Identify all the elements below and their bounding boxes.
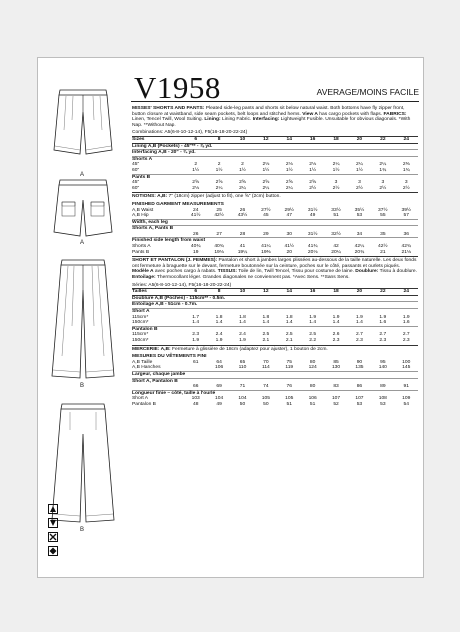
table-cell: 21 <box>380 249 386 255</box>
table-cell: 70 <box>263 359 269 365</box>
table-cell: 2⅝ <box>285 180 293 186</box>
table-cell: 19⅜ <box>261 249 271 255</box>
series-line: Séries: A5(6-8-10-12-14), F5(16-18-20-22-24) <box>132 282 232 288</box>
row-label: 150cm* <box>132 320 149 326</box>
table-cell: 52 <box>333 401 339 407</box>
table-cell: 2⅝ <box>262 180 270 186</box>
table-row <box>132 250 418 256</box>
fabric-symbol-icon <box>48 546 58 556</box>
row-label: 60" <box>132 167 140 173</box>
size-header-cell: 8 <box>207 289 230 296</box>
size-header-cell: 6 <box>184 136 207 143</box>
table-cell: 19¼ <box>237 249 248 255</box>
table-cell: 42¼ <box>354 244 365 250</box>
table-row <box>132 402 418 408</box>
table-cell: 41½ <box>284 244 295 250</box>
table-cell: 83 <box>333 384 339 390</box>
row-label: Shorts A <box>132 244 151 250</box>
pattern-info <box>132 106 418 408</box>
view-label: B <box>80 383 85 389</box>
table-cell: 50 <box>263 401 269 407</box>
table-cell: 107 <box>331 396 341 402</box>
table-cell: 2.7 <box>379 332 387 338</box>
row-label: Short A <box>132 396 149 402</box>
table-cell: 2¼ <box>239 185 246 191</box>
size-header-cell: 18 <box>324 289 347 296</box>
table-cell: 1.8 <box>262 314 270 320</box>
table-cell: 3 <box>381 180 385 186</box>
table-cell: 1½ <box>192 167 200 173</box>
table-section-row <box>132 150 418 157</box>
table-cell: 61 <box>192 359 199 365</box>
table-cell: 53 <box>356 213 363 219</box>
table-cell: 50 <box>239 401 246 407</box>
section-label: Width, each leg <box>132 219 418 226</box>
table-cell: 27½ <box>261 207 271 213</box>
table-cell: 119 <box>285 365 294 371</box>
section-label: Interfacing A,B - 20" - ¾ yd. <box>132 150 418 157</box>
table-cell: 90 <box>356 359 363 365</box>
table-cell: 2¼ <box>356 162 363 168</box>
table-cell: 1.8 <box>239 314 246 320</box>
table-cell: 2.2 <box>309 337 317 343</box>
section-label: Lining A,B (Pockets) - 45"** - ⅞ yd. <box>132 143 418 150</box>
row-label: 60" <box>132 185 140 191</box>
table-cell: 29 <box>263 231 269 237</box>
table-cell: 32½ <box>331 231 341 237</box>
table-cell: 95 <box>380 359 386 365</box>
table-cell: 2.3 <box>356 337 363 343</box>
table-cell: 2.7 <box>356 332 363 338</box>
french-yardage-table <box>132 288 418 343</box>
table-cell: 41¾ <box>307 244 318 250</box>
table-cell: 2½ <box>332 185 340 191</box>
mercerie-line: MERCERIE: A,B: Fermeture à glissière de 18cm (adaptez pour ajuster), 1 bouton de 2cm. <box>132 346 328 352</box>
shorts-back-drawing <box>46 176 122 242</box>
row-label: 45" <box>132 180 140 186</box>
fabric-symbol-icon <box>48 504 58 514</box>
table-cell: 2.5 <box>285 332 293 338</box>
section-label: Finished side length from waist <box>132 238 418 244</box>
shorts-front-drawing <box>46 80 122 172</box>
table-cell: 145 <box>402 365 411 371</box>
section-label: Longueur finie – côté, taille à l'ourlé <box>132 390 418 396</box>
size-header-cell: 12 <box>254 136 277 143</box>
table-cell: 55 <box>380 213 386 219</box>
table-cell: 1.4 <box>215 320 223 326</box>
size-header-label: Sizes <box>132 136 184 143</box>
table-cell: 27 <box>216 231 222 237</box>
view-label: A <box>80 240 85 246</box>
table-cell: 1.9 <box>332 314 340 320</box>
table-cell: 2¼ <box>285 185 293 191</box>
table-cell: 1½ <box>239 167 246 173</box>
table-cell: 1½ <box>309 167 317 173</box>
size-header-cell: 8 <box>207 136 230 143</box>
table-cell: 64 <box>216 359 222 365</box>
table-cell: 2.3 <box>402 337 410 343</box>
table-cell: 2.4 <box>239 332 246 338</box>
table-cell: 1.9 <box>356 314 363 320</box>
table-cell: 26 <box>192 231 199 237</box>
table-cell: 89 <box>380 384 386 390</box>
table-cell: 76 <box>286 384 292 390</box>
row-label: Pantalon B <box>132 401 156 407</box>
table-cell: 100 <box>402 359 411 365</box>
shorts-a-front-illustration <box>46 80 122 180</box>
table-cell: 49 <box>216 401 222 407</box>
row-label: 150cm* <box>132 337 149 343</box>
row-label: 45" <box>132 162 140 168</box>
table-cell: 2⅛ <box>309 162 317 168</box>
table-cell: 2¼ <box>379 162 387 168</box>
table-cell: 1.4 <box>192 320 200 326</box>
table-cell: 57 <box>403 213 409 219</box>
table-cell: 1.4 <box>356 320 363 326</box>
fabric-symbol-icon <box>48 532 58 542</box>
table-cell: 109 <box>402 396 411 402</box>
section-label: Short A, Pantalon B <box>132 378 418 384</box>
table-row <box>132 338 418 344</box>
table-cell: 86 <box>356 384 363 390</box>
table-cell: 2.3 <box>332 337 340 343</box>
pattern-envelope-back <box>37 57 424 578</box>
size-header-row <box>132 136 418 143</box>
table-cell: 1.8 <box>285 314 293 320</box>
table-cell: 1.4 <box>239 320 246 326</box>
table-cell: 2⅝ <box>309 180 317 186</box>
table-cell: 1¾ <box>379 167 387 173</box>
table-cell: 41 <box>239 244 246 250</box>
table-cell: 33½ <box>331 207 341 213</box>
table-row <box>132 186 418 192</box>
table-cell: 2.5 <box>309 332 317 338</box>
table-cell: 80 <box>309 384 316 390</box>
view-label: B <box>80 527 85 533</box>
table-cell: 42½ <box>214 213 224 219</box>
table-cell: 2⅛ <box>285 162 293 168</box>
table-cell: 39½ <box>401 207 412 213</box>
pants-front-drawing <box>46 256 122 382</box>
table-cell: 2.3 <box>379 337 387 343</box>
size-header-cell: 20 <box>348 289 371 296</box>
table-cell: 1.9 <box>239 337 246 343</box>
table-cell: 2¼ <box>332 162 340 168</box>
table-cell: 105 <box>261 396 270 402</box>
table-cell: 19⅛ <box>214 249 224 255</box>
size-header-label: Tailles <box>132 289 184 296</box>
section-label: Short A <box>132 309 418 315</box>
section-label: Pantalon B <box>132 326 418 332</box>
row-label: A,B Waist <box>132 207 154 213</box>
row-label: A,B Hip <box>132 213 149 219</box>
table-cell: 37½ <box>378 207 388 213</box>
table-cell: 130 <box>331 365 341 371</box>
english-measurements-table <box>132 208 418 256</box>
table-cell: 2.6 <box>332 332 340 338</box>
size-header-cell: 14 <box>278 136 301 143</box>
table-cell: 42 <box>333 244 339 250</box>
table-cell: 2⅛ <box>192 185 200 191</box>
combinations-line: Combinations: A5(6-8-10-12-14), F5(16-18-20-22-24) <box>132 130 248 136</box>
size-header-cell: 18 <box>324 136 347 143</box>
table-cell: 2.1 <box>262 337 270 343</box>
table-cell: 53 <box>356 401 363 407</box>
row-label: 115cm* <box>132 332 149 338</box>
table-cell: 30 <box>286 231 292 237</box>
table-cell: 35½ <box>354 207 365 213</box>
table-cell: 54 <box>403 401 409 407</box>
table-cell: 104 <box>215 396 224 402</box>
section-label: Shorts A, Pants B <box>132 226 418 232</box>
row-label: Pants B <box>132 249 150 255</box>
table-cell: 1.6 <box>379 320 387 326</box>
table-cell: 107 <box>355 396 364 402</box>
size-header-cell: 12 <box>254 289 277 296</box>
table-cell: 20⅛ <box>307 249 318 255</box>
table-cell: 28 <box>239 231 246 237</box>
english-description: MISSES' SHORTS AND PANTS: Pleated side-leg pants and shorts sit below natural waist. Both bottoms have fly zipper front, button closure at waistband, side seam pockets, belt loops and stitched hems. View A has cargo pockets with flaps. FABRICS: Linen, Tencel Twill, Wool Suiting. Lining: Lining Fabric. Interfacing: Lightweight Fusible. Unsuitable for obvious diagonals. *With Nap. **Without Nap. <box>132 106 411 128</box>
table-cell: 2.7 <box>402 332 410 338</box>
table-cell: 108 <box>378 396 387 402</box>
table-cell: 36 <box>403 231 409 237</box>
fabric-symbol-icon <box>48 518 58 528</box>
table-cell: 26 <box>239 207 246 213</box>
table-cell: 75 <box>286 359 292 365</box>
size-header-cell: 24 <box>395 136 418 143</box>
size-header-cell: 14 <box>278 289 301 296</box>
table-cell: 1.7 <box>192 314 200 320</box>
table-cell: 2½ <box>309 185 317 191</box>
table-cell: 2.5 <box>262 332 270 338</box>
header <box>131 70 419 105</box>
table-cell: 1¾ <box>402 167 410 173</box>
table-cell: 2⅛ <box>262 162 270 168</box>
table-cell: 2⅝ <box>215 180 223 186</box>
table-cell: 47 <box>286 213 292 219</box>
table-cell: 20¼ <box>331 249 341 255</box>
table-cell: 3 <box>358 180 361 186</box>
table-cell: 66 <box>192 384 199 390</box>
table-cell: 105 <box>285 396 294 402</box>
section-label: Entoilage A,B - 51cm - 0.7m. <box>132 302 418 309</box>
table-cell: 41¼ <box>261 244 271 250</box>
table-cell: 106 <box>308 396 317 402</box>
size-header-cell: 10 <box>231 289 254 296</box>
table-cell: 31½ <box>307 207 318 213</box>
table-cell: 3 <box>334 180 338 186</box>
table-cell: 34 <box>356 231 363 237</box>
size-header-cell: 16 <box>301 289 324 296</box>
table-cell: 51 <box>309 401 316 407</box>
table-cell: 65 <box>239 359 246 365</box>
section-label: Doublure A,B (Poches) - 115cm** - 0.5m. <box>132 295 418 302</box>
table-cell: 85 <box>333 359 339 365</box>
table-cell: 80 <box>309 359 316 365</box>
row-label: 115cm* <box>132 314 149 320</box>
size-header-cell: 22 <box>371 136 394 143</box>
size-header-cell: 6 <box>184 289 207 296</box>
table-section-row <box>132 219 418 226</box>
french-measurements-table <box>132 360 418 408</box>
table-cell: 71 <box>239 384 246 390</box>
table-cell: 1.8 <box>215 314 223 320</box>
table-cell: 1½ <box>262 167 270 173</box>
table-cell: 135 <box>355 365 364 371</box>
table-cell: 25 <box>216 207 222 213</box>
table-cell: 19 <box>192 249 199 255</box>
table-cell: 110 <box>238 365 247 371</box>
table-cell: 140 <box>378 365 387 371</box>
table-section-row <box>132 302 418 309</box>
size-header-cell: 16 <box>301 136 324 143</box>
table-cell: 49 <box>309 213 316 219</box>
size-header-cell: 10 <box>231 136 254 143</box>
table-cell: 1.9 <box>215 337 223 343</box>
table-cell: 2⅝ <box>239 180 246 186</box>
size-header-cell: 22 <box>371 289 394 296</box>
table-cell: 40¾ <box>214 244 224 250</box>
section-label: Shorts A <box>132 156 418 162</box>
table-cell: 2⅝ <box>192 180 200 186</box>
table-cell: 35 <box>380 231 386 237</box>
table-cell: 106 <box>215 365 224 371</box>
table-cell: 40¾ <box>190 244 201 250</box>
table-cell: 51 <box>333 213 339 219</box>
table-cell: 51 <box>286 401 292 407</box>
table-cell: 91 <box>403 384 409 390</box>
table-cell: 1.9 <box>379 314 387 320</box>
table-cell: 31½ <box>307 231 318 237</box>
table-cell: 45 <box>263 213 269 219</box>
table-cell: 1.9 <box>402 314 410 320</box>
table-cell: 29½ <box>284 207 295 213</box>
table-cell: 21⅛ <box>401 249 412 255</box>
section-label: Largeur, chaque jambe <box>132 371 418 378</box>
view-label: A <box>80 172 85 178</box>
table-cell: 2 <box>194 162 198 168</box>
table-cell: 2.1 <box>285 337 293 343</box>
table-cell: 69 <box>216 384 222 390</box>
french-description: SHORT ET PANTALON (J. FEMMES): Pantalon et short à jambes larges plissées au-dessous de la taille naturelle. Les deux fonds ont fermeture à braguette sur le devant, fermeture boutonnée sur la ceinture, poches sur le côté, passants et ourlets piqués. Modèle A avec poches cargo à rabats. TISSUS: Toile de lin, Twill Tencel, Tissu pour costume de laine. Doublure: Tissu à doublure. Entoilage: Thermocollant léger. Grandes diagonales ne conviennent pas. *Avec Sens. **Sans Sens. <box>132 258 417 281</box>
table-cell: 2¼ <box>262 185 270 191</box>
table-cell: 1.6 <box>402 320 410 326</box>
table-cell: 2½ <box>356 185 363 191</box>
shorts-a-back-illustration <box>46 176 122 252</box>
table-section-row <box>132 371 418 378</box>
french-measurements-title: MESURES DU VÊTEMENTS FINI <box>132 354 207 360</box>
difficulty-label: AVERAGE/MOINS FACILE <box>316 87 419 97</box>
measurements-title: FINISHED GARMENT MEASUREMENTS <box>132 201 224 207</box>
table-cell: 1½ <box>215 167 223 173</box>
table-cell: 124 <box>308 365 317 371</box>
row-label: A,B Taille <box>132 359 153 365</box>
table-cell: 2½ <box>379 185 387 191</box>
table-cell: 1.9 <box>309 314 317 320</box>
size-header-cell: 24 <box>395 289 418 296</box>
table-cell: 42¾ <box>401 244 412 250</box>
table-cell: 20¾ <box>354 249 365 255</box>
table-cell: 20 <box>286 249 292 255</box>
table-cell: 41½ <box>190 213 201 219</box>
english-yardage-table <box>132 136 418 191</box>
pants-b-front-illustration <box>46 256 122 396</box>
table-cell: 2 <box>241 162 244 168</box>
table-cell: 48 <box>192 401 199 407</box>
table-cell: 1½ <box>356 167 363 173</box>
table-cell: 114 <box>261 365 270 371</box>
section-label: Pants B <box>132 174 418 180</box>
table-cell: 1.4 <box>262 320 270 326</box>
table-cell: 2¼ <box>215 185 223 191</box>
pattern-number: V1958 <box>134 70 221 105</box>
table-cell: 1.4 <box>332 320 340 326</box>
table-cell: 1.4 <box>309 320 317 326</box>
table-cell: 53 <box>380 401 386 407</box>
table-section-row <box>132 295 418 302</box>
table-cell: 103 <box>191 396 200 402</box>
size-header-row <box>132 289 418 296</box>
table-cell: 24 <box>192 207 199 213</box>
table-cell: 1½ <box>285 167 293 173</box>
notions-line: NOTIONS: A,B: 7" (18cm) zipper (adjust to fit), one ⅝" (2cm) button. <box>132 194 281 200</box>
table-cell: 43½ <box>237 213 248 219</box>
table-cell: 2.3 <box>192 332 200 338</box>
table-cell: 104 <box>238 396 247 402</box>
size-header-cell: 20 <box>348 136 371 143</box>
table-cell: 3 <box>404 180 408 186</box>
table-cell: 1½ <box>332 167 340 173</box>
table-cell: 2 <box>217 162 221 168</box>
table-section-row <box>132 143 418 150</box>
table-cell: 42½ <box>378 244 388 250</box>
table-cell: 2.4 <box>215 332 223 338</box>
row-label: A,B Hanches <box>132 365 161 371</box>
table-cell: 2⅜ <box>402 162 410 168</box>
table-cell: 1.4 <box>285 320 293 326</box>
table-cell: 2½ <box>402 185 410 191</box>
table-cell: 1.9 <box>192 337 200 343</box>
table-cell: 74 <box>263 384 269 390</box>
